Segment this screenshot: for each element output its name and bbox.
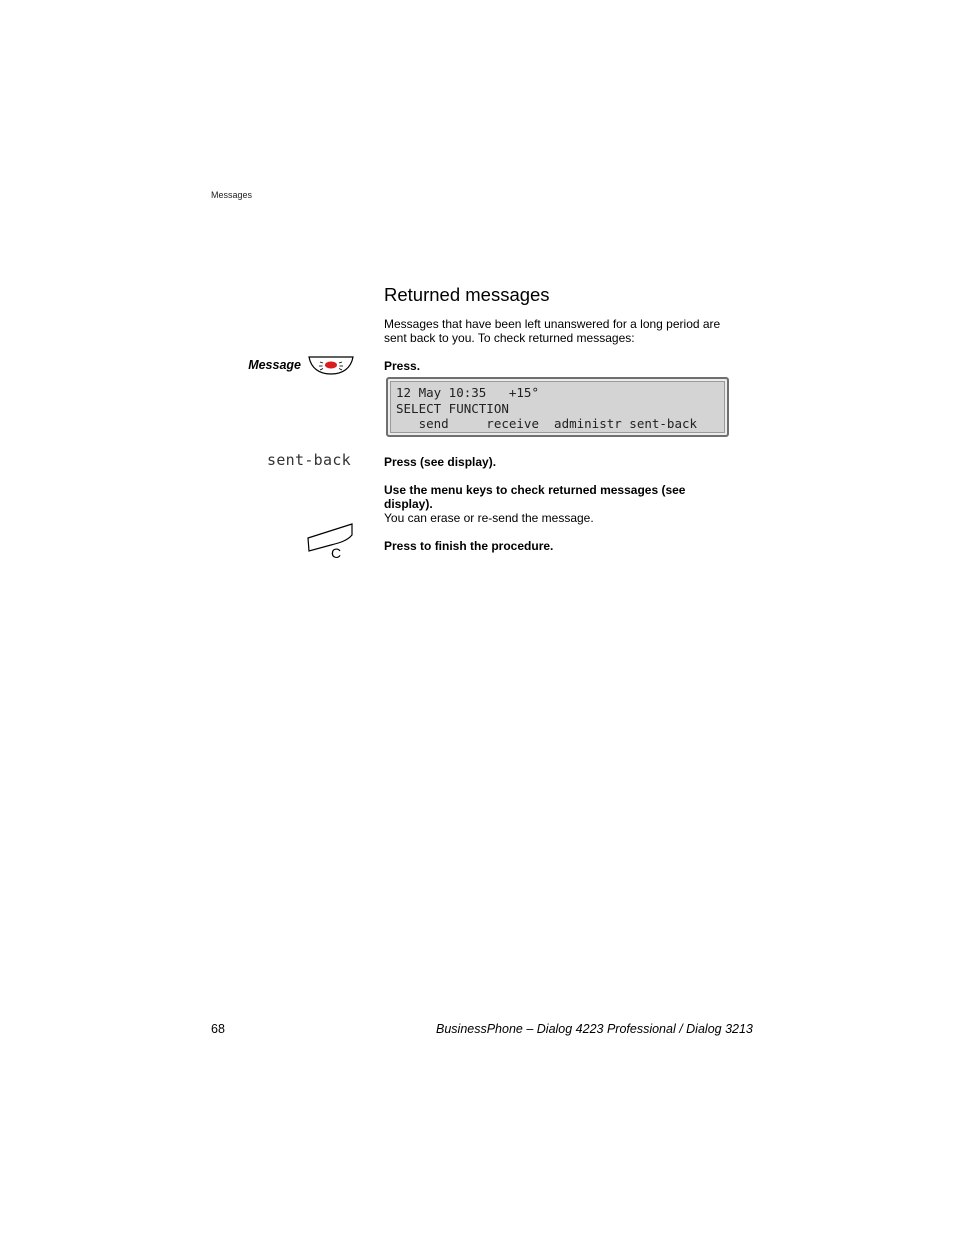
page-number: 68 (211, 1022, 225, 1036)
running-header: Messages (211, 190, 253, 200)
step-menu-keys-note: You can erase or re-send the message. (384, 511, 594, 525)
step-press: Press. (384, 359, 421, 373)
display-line-3: send receive administr sent-back (396, 416, 698, 431)
message-key-label: Message (248, 358, 301, 372)
clear-key-label: C (331, 545, 342, 561)
clear-key-icon (305, 521, 355, 561)
step-menu-keys: Use the menu keys to check returned messages (see display). (384, 483, 686, 511)
intro-text: Messages that have been left unanswered for a long period are sent back to you. To check returned messages: (384, 317, 721, 345)
phone-display (386, 377, 729, 437)
book-title: BusinessPhone – Dialog 4223 Professional / Dialog 3213 (436, 1022, 753, 1036)
display-line-2: SELECT FUNCTION (396, 401, 509, 416)
step-press-see-display: Press (see display). (384, 455, 497, 469)
section-title: Returned messages (384, 284, 550, 305)
sent-back-softkey: sent-back (267, 451, 351, 469)
display-line-1: 12 May 10:35 +15° (396, 385, 539, 400)
message-key-icon (307, 355, 355, 377)
step-finish: Press to finish the procedure. (384, 539, 554, 553)
